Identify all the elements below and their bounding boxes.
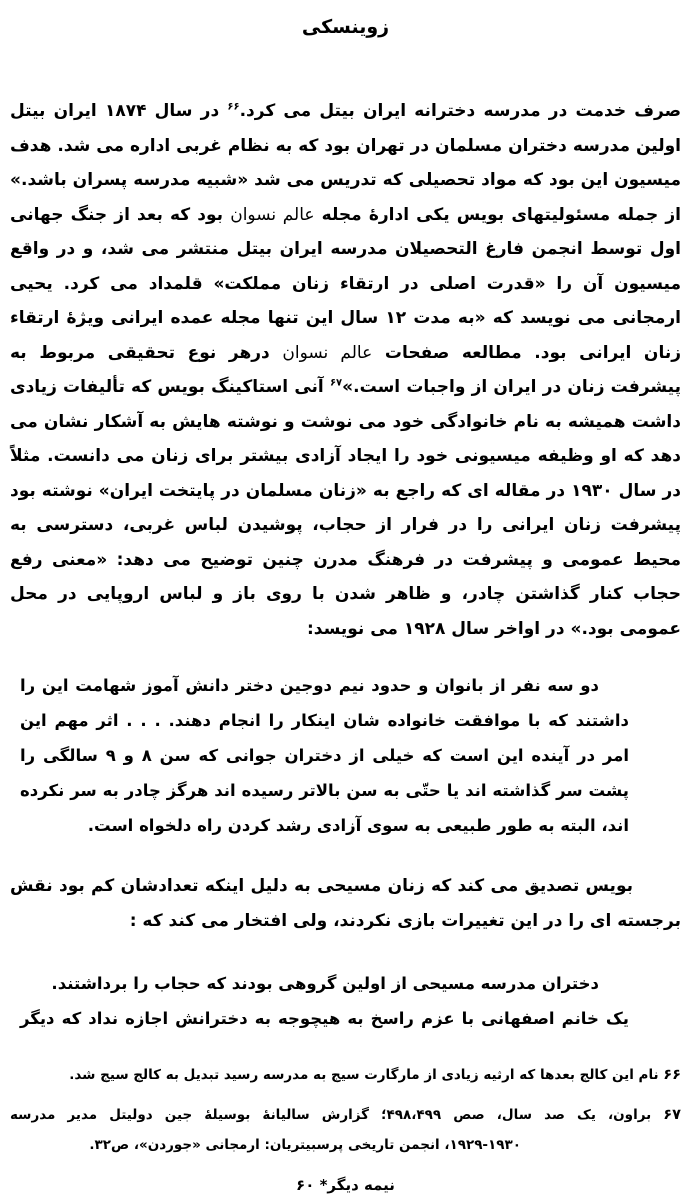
body-paragraph-1 bbox=[10, 94, 681, 646]
blockquote-2 bbox=[20, 966, 629, 1036]
footnote-67-line-1 bbox=[10, 1100, 681, 1130]
blockquote-1: دو سه نفر از بانوان و حدود نیم دوجین دختر دانش آموز شهامت این را داشتند که با موافقت خانواده شان اینکار را انجام دهند. . . . اثر مهم این امر در آینده این است که خیلی از دختران جوانی که سن ۸ و ۹ سالگی را پشت سر گذاشته اند یا حتّی به سن بالاتر رسیده اند هرگز چادر به سر نکرده اند، البته به طور طبیعی به سوی آزادی رشد کردن راه دلخواه است. bbox=[20, 676, 629, 835]
magazine-title-alam-nesvan: عالم نسوان bbox=[282, 342, 373, 363]
footnote-67-line-2: ۱۹۲۹-۱۹۳۰، انجمن تاریخی پرسبیتریان: ارمجانی «جوردن»، ص۳۲. bbox=[89, 1137, 521, 1153]
journal-name-and-page-number: نیمه دیگر* ۶۰ bbox=[296, 1176, 395, 1194]
body-paragraph-2: بویس تصدیق می کند که زنان مسیحی به دلیل اینکه تعدادشان کم بود نقش برجسته ای را در این تغییرات بازی نکردند، ولی افتخار می کند که : bbox=[10, 876, 681, 931]
footnotes-section bbox=[10, 1060, 681, 1160]
footnote-ref-66: ۶۶ bbox=[227, 101, 240, 113]
footnote-67-number: ۶۷ bbox=[663, 1107, 681, 1123]
blockquote-2-line-1: دختران مدرسه مسیحی از اولین گروهی بودند که حجاب را برداشتند. bbox=[51, 974, 599, 993]
footnote-67 bbox=[10, 1100, 681, 1160]
footnote-ref-67: ۶۷ bbox=[329, 377, 343, 389]
footnote-67-text: براون، یک صد سال، صص ۴۹۸،۴۹۹؛ گزارش سالیانهٔ بوسیلهٔ جین دولیتل مدیر مدرسه bbox=[10, 1107, 652, 1123]
footnote-66-number: ۶۶ bbox=[663, 1067, 681, 1083]
page-title: زوینسکی bbox=[301, 16, 390, 38]
footnote-66 bbox=[10, 1060, 681, 1090]
blockquote-2-line-2: یک خانم اصفهانی با عزم راسخ به هیچوجه به دخترانش اجازه نداد که دیگر bbox=[20, 1009, 629, 1028]
paragraph-1-text: در سال ۱۸۷۴ ایران بیتل اولین مدرسه دختران مسلمان در تهران بود که به نظام غربی اداره می شد. هدف میسیون این بود که مواد تحصیلی که تدریس می شد «شبیه مدرسه پسران باشد.» از جمله مسئولیتهای بویس یکی ادارهٔ مجله bbox=[10, 101, 681, 225]
paragraph-1-text: آنی استاکینگ بویس که تألیفات زیادی داشت همیشه به نام خانوادگی خود می نوشت و نوشته هایش به آشکار نشان می دهد که او وظیفه میسیونی خود را ایجاد آزادی بیشتر برای زنان می دانست. مثلاً در سال ۱۹۳۰ در مقاله ای که راجع به «زنان مسلمان در پایتخت ایران» نوشته بود پیشرفت زنان ایرانی را در فرار از حجاب، پوشیدن لباس غربی، دسترسی به محیط عمومی و پیشرفت در فرهنگ مدرن چنین توضیح می دهد: «معنی رفع حجاب کنار گذاشتن چادر، و ظاهر شدن با روی باز و لباس اروپایی در محل عمومی بود.» در اواخر سال ۱۹۲۸ می نویسد: bbox=[10, 377, 681, 639]
paragraph-1-text: درهر نوع تحقیقی مربوط به پیشرفت زنان در ایران از واجبات است.» bbox=[10, 342, 681, 397]
magazine-title-alam-nesvan: عالم نسوان bbox=[230, 204, 315, 225]
paragraph-1-text: صرف خدمت در مدرسه دخترانه ایران بیتل می کرد. bbox=[239, 101, 681, 121]
paragraph-1-text: بود که بعد از جنگ جهانی اول توسط انجمن فارغ التحصیلان مدرسه ایران بیتل منتشر می شد، و در واقع میسیون آن را «قدرت اصلی در ارتقاء زنان مملکت» قلمداد می کرد. یحیی ارمجانی می نویسد که «به مدت ۱۲ سال این تنها مجله عمده ایرانی ویژهٔ ارتقاء زنان ایرانی بود. مطالعه صفحات bbox=[10, 204, 681, 363]
footnote-66-text: نام این کالج بعدها که ارثیه زیادی از مارگارت سیج به مدرسه رسید تبدیل به کالج سیج شد. bbox=[69, 1067, 659, 1083]
